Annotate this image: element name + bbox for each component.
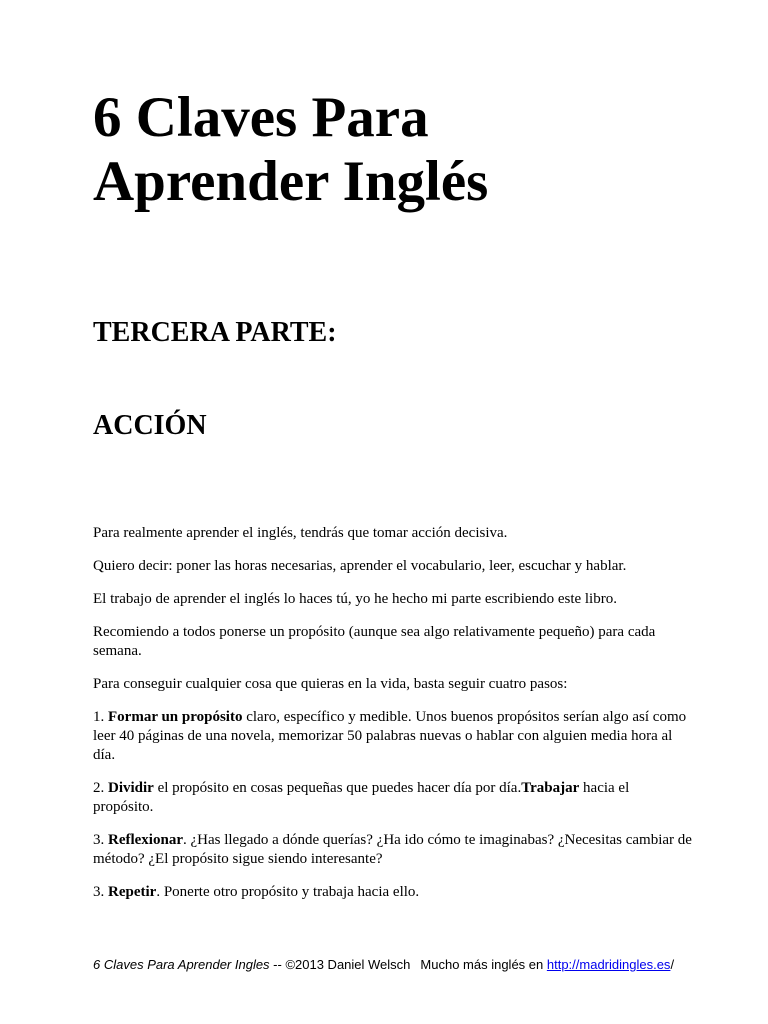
step-2-keyword-2: Trabajar	[521, 780, 580, 796]
step-1-keyword: Formar un propósito	[108, 709, 243, 725]
step-3-keyword: Reflexionar	[108, 832, 183, 848]
paragraph-4: Recomiendo a todos ponerse un propósito (aunque sea algo relativamente pequeño) para cada semana.	[93, 624, 656, 659]
footer-copyright: -- ©2013 Daniel Welsch	[269, 957, 411, 972]
footer-book-title: 6 Claves Para Aprender Ingles	[93, 957, 270, 972]
step-3-number: 3.	[93, 832, 108, 848]
step-1	[93, 708, 693, 765]
step-4	[93, 883, 693, 902]
section-heading: ACCIÓN	[93, 410, 207, 441]
step-3	[93, 831, 693, 869]
footer-website-link[interactable]: http://madridingles.es	[546, 957, 671, 972]
paragraph-1: Para realmente aprender el inglés, tendrás que tomar acción decisiva.	[93, 525, 508, 541]
document-title	[93, 86, 693, 214]
step-2-text: el propósito en cosas pequeñas que puedes hacer día por día.	[153, 780, 522, 796]
step-2-number: 2.	[93, 780, 108, 796]
footer-trailing-slash: /	[670, 957, 675, 972]
title-line-1: 6 Claves Para	[93, 86, 429, 149]
step-4-number: 3.	[93, 884, 108, 900]
step-4-text: . Ponerte otro propósito y trabaja hacia ello.	[156, 884, 420, 900]
body-text	[93, 524, 693, 916]
part-heading: TERCERA PARTE:	[93, 317, 337, 348]
paragraph-2: Quiero decir: poner las horas necesarias, aprender el vocabulario, leer, escuchar y hablar.	[93, 558, 627, 574]
paragraph-5: Para conseguir cualquier cosa que quieras en la vida, basta seguir cuatro pasos:	[93, 676, 568, 692]
step-1-text: claro, específico y medible. Unos buenos propósitos serían algo así como leer 40 páginas de una novela, memorizar 50 palabras nuevas o hablar con alguien media hora al día.	[93, 709, 687, 763]
step-2-text-2: hacia el propósito.	[93, 780, 630, 815]
step-1-number: 1.	[93, 709, 108, 725]
step-3-text: . ¿Has llegado a dónde querías? ¿Ha ido cómo te imaginabas? ¿Necesitas cambiar de método? ¿El propósito sigue siendo interesante?	[93, 832, 692, 867]
step-4-keyword: Repetir	[108, 884, 157, 900]
footer-more-text: Mucho más inglés en	[420, 957, 547, 972]
step-2-keyword: Dividir	[108, 780, 154, 796]
paragraph-3: El trabajo de aprender el inglés lo haces tú, yo he hecho mi parte escribiendo este libro.	[93, 591, 617, 607]
step-2	[93, 779, 693, 817]
title-line-2: Aprender Inglés	[93, 150, 489, 213]
page-footer	[93, 956, 713, 974]
